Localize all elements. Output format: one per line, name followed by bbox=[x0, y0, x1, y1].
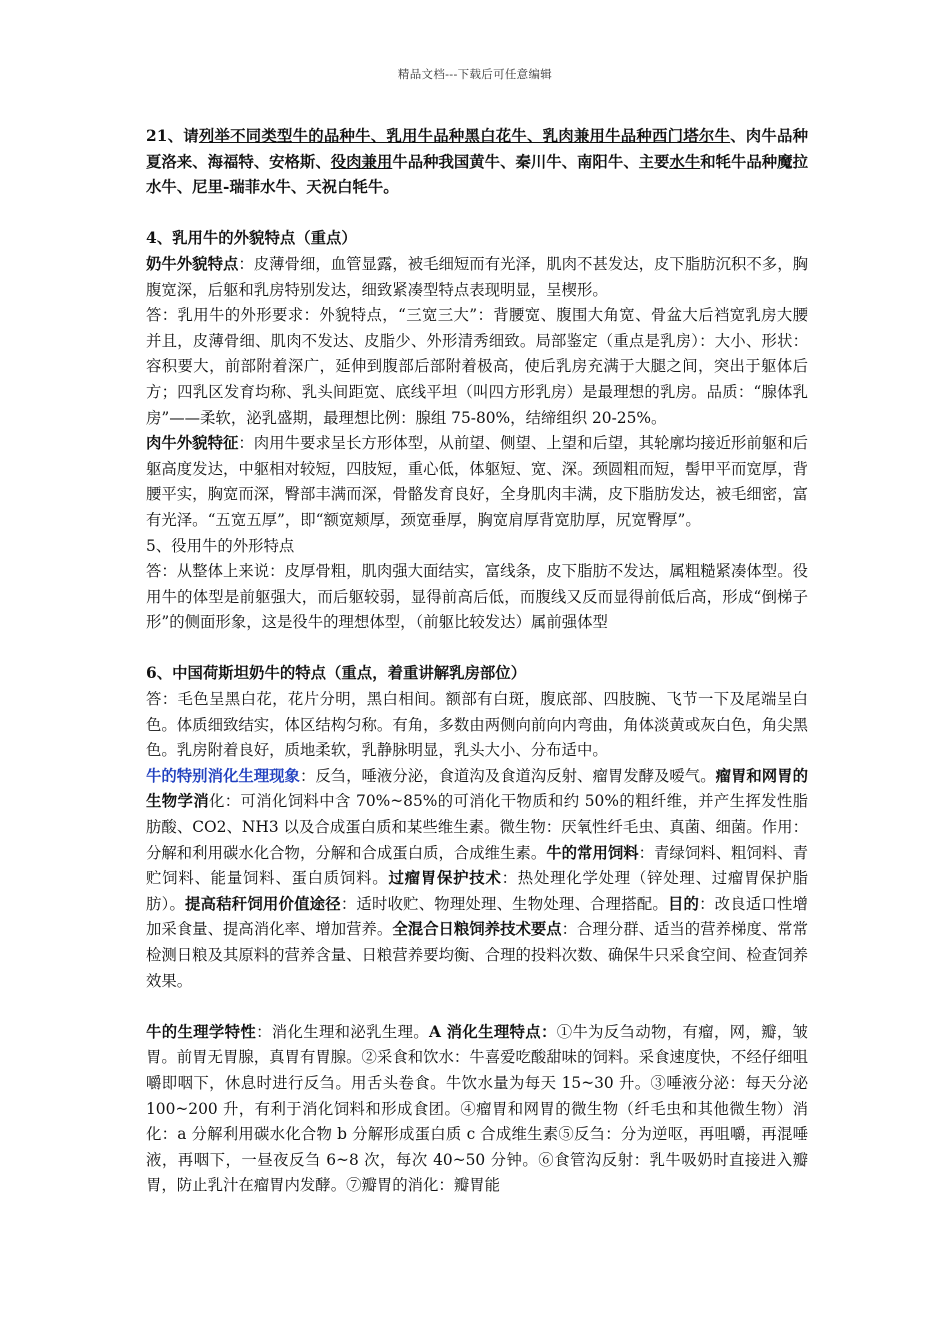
physiology-label-1: 牛的生理学特性 bbox=[146, 1022, 257, 1041]
digestion-text-7: ：合理分群、适当的营养梯度、常常检测日粮及其原料的营养含量、日粮营养要均衡、合理的投料次数、确保牛只采食空间、检查饲养效果。 bbox=[146, 920, 808, 990]
digestion-text-5: ：适时收贮、物理处理、生物处理、合理搭配。 bbox=[340, 894, 668, 913]
physiology-text-1: ：消化生理和泌乳生理。 bbox=[256, 1022, 430, 1041]
spacer bbox=[146, 201, 808, 227]
digestion-text-4: ：热处理化学处理（锌处理、过瘤胃保护脂肪）。 bbox=[146, 869, 808, 913]
physiology-label-2: A 消化生理特点： bbox=[429, 1022, 557, 1041]
digestion-text-2: 化：可消化饲料中含 70%~85%的可消化干物质和约 50%的粗纤维，并产生挥发性脂肪酸、CO2、NH3 以及合成蛋白质和某些维生素。微生物：厌氧性纤毛虫、真菌、细菌。作用：分解和利用碳水化合物，分解和合成蛋白质，合成维生素。 bbox=[146, 792, 808, 862]
q21-underlined-2: 役肉兼用 bbox=[330, 152, 393, 171]
digestion-text-3: ：青绿饲料、粗饲料、青贮饲料、能量饲料、蛋白质饲料。 bbox=[146, 843, 808, 888]
page-header: 精品文档---下载后可任意编辑 bbox=[397, 67, 553, 81]
q21-underlined-3: 水牛 bbox=[669, 152, 701, 171]
q5-answer: 答：从整体上来说：皮厚骨粗，肌肉强大面结实，富线条，皮下脂肪不发达，属粗糙紧凑体型。役用牛的体型是前躯强大，而后躯较弱，显得前高后低，而腹线又反而显得前低后高，形成“倒梯子形”的侧面形象，这是役牛的理想体型，（前躯比较发达）属前强体型 bbox=[146, 562, 808, 632]
q5-heading: 5、役用牛的外形特点 bbox=[146, 536, 295, 555]
q6-heading: 6、中国荷斯坦奶牛的特点（重点，着重讲解乳房部位） bbox=[146, 664, 527, 683]
digestion-label-7: 全混合日粮饲养技术要点 bbox=[392, 920, 562, 939]
q21-text-1: 、肉牛品种夏洛来、海福特、安格斯、 bbox=[146, 127, 808, 171]
q4-beef-text: ：肉用牛要求呈长方形体型，从前望、侧望、上望和后望，其轮廓均接近形前躯和后躯高度发达，中躯相对较短，四肢短，重心低，体躯短、宽、深。颈圆粗而短，髻甲平而宽厚，背腰平实，胸宽而深，臀部丰满而深，骨骼发育良好，全身肌肉丰满，皮下脂肪发达，被毛细密，富有光泽。“五宽五厚”，即“额宽颊厚，颈宽垂厚，胸宽肩厚背宽肋厚，尻宽臀厚”。 bbox=[146, 434, 808, 529]
q4-heading: 4、乳用牛的外貌特点（重点） bbox=[146, 229, 357, 248]
document-body bbox=[146, 124, 808, 1199]
digestion-label-1: 牛的特别消化生理现象 bbox=[146, 766, 300, 785]
q4-dairy-paragraph bbox=[146, 252, 808, 303]
digestion-label-5: 提高秸秆饲用价值途径 bbox=[185, 894, 341, 913]
q21-number: 21、请 bbox=[146, 127, 199, 145]
digestion-label-3: 牛的常用饲料 bbox=[546, 843, 639, 862]
digestion-text-6: ：改良适口性增加采食量、提高消化率、增加营养。 bbox=[146, 894, 808, 939]
digestion-text-1: ：反刍，唾液分泌，食道沟及食道沟反射、瘤胃发酵及嗳气。 bbox=[299, 766, 716, 785]
digestion-label-6: 目的 bbox=[667, 894, 700, 913]
q21-text-2: 牛品种我国黄牛、秦川牛、南阳牛、主要 bbox=[392, 152, 670, 171]
digestion-label-4: 过瘤胃保护技术 bbox=[388, 869, 502, 888]
q4-dairy-label: 奶牛外貌特点 bbox=[146, 254, 239, 273]
q21-text-3: 和牦牛品种魔拉水牛、尼里-瑞菲水牛、天祝白牦牛。 bbox=[146, 152, 808, 197]
q4-beef-label: 肉牛外貌特征 bbox=[146, 434, 239, 453]
question-21 bbox=[146, 124, 808, 201]
digestion-paragraph bbox=[146, 764, 808, 994]
q4-dairy-text: ：皮薄骨细，血管显露，被毛细短而有光泽，肌肉不甚发达，皮下脂肪沉积不多，胸腹宽深，后躯和乳房特别发达，细致紧凑型特点表现明显，呈楔形。 bbox=[146, 254, 808, 299]
q21-underlined-1: 列举不同类型牛的品种牛、乳用牛品种黑白花牛、乳肉兼用牛品种西门塔尔牛 bbox=[198, 127, 731, 145]
physiology-text-2: ①牛为反刍动物，有瘤，网，瓣，皱胃。前胃无胃腺，真胃有胃腺。②采食和饮水：牛喜爱吃酸甜味的饲料。采食速度快，不经仔细咀嚼即咽下，休息时进行反刍。用舌头卷食。牛饮水量为每天 15~30 升。③唾液分泌：每天分泌 100~200 升，有利于消化饲料和形成食团。④瘤胃和网胃的微生物（纤毛虫和其他微生物）消化：a 分解利用碳水化合物 b 分解形成蛋白质 c 合成维生素⑤反刍：分为逆呕，再咀嚼，再混唾液，再咽下，一昼夜反刍 6~8 次，每次 40~50 分钟。⑥食管沟反射：乳牛吸奶时直接进入瓣胃，防止乳汁在瘤胃内发酵。⑦瓣胃的消化：瓣胃能 bbox=[146, 1022, 808, 1195]
digestion-label-2: 瘤胃和网胃的生物学消 bbox=[146, 766, 808, 811]
spacer bbox=[146, 636, 808, 662]
physiology-paragraph bbox=[146, 1020, 808, 1199]
spacer bbox=[146, 994, 808, 1020]
q4-beef-paragraph bbox=[146, 431, 808, 533]
q4-answer: 答：乳用牛的外形要求：外貌特点，“三宽三大”：背腰宽、腹围大角宽、骨盆大后裆宽乳房大腰并且，皮薄骨细、肌肉不发达、皮脂少、外形清秀细致。局部鉴定（重点是乳房）：大小、形状：容积要大，前部附着深广，延伸到腹部后部附着极高，使后乳房充满于大腿之间，突出于躯体后方；四乳区发育均称、乳头间距宽、底线平坦（叫四方形乳房）是最理想的乳房。品质：“腺体乳房”——柔软，泌乳盛期，最理想比例：腺组 75-80%，结缔组织 20-25%。 bbox=[146, 306, 808, 427]
q6-answer: 答：毛色呈黑白花，花片分明，黑白相间。额部有白斑，腹底部、四肢腕、飞节一下及尾端呈白色。体质细致结实，体区结构匀称。有角，多数由两侧向前向内弯曲，角体淡黄或灰白色，角尖黑色。乳房附着良好，质地柔软，乳静脉明显，乳头大小、分布适中。 bbox=[146, 690, 808, 760]
